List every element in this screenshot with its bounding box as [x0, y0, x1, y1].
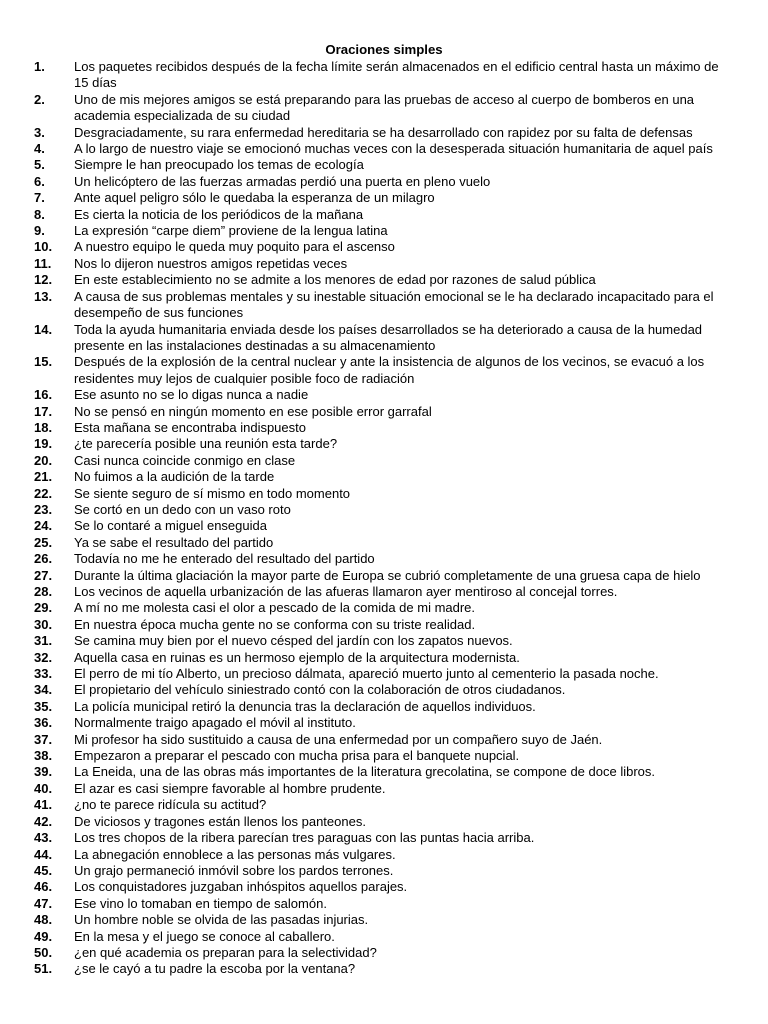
item-number: 36. [34, 715, 53, 731]
item-number: 51. [34, 961, 53, 977]
list-item [34, 272, 726, 288]
item-number: 3. [34, 124, 45, 140]
item-text: Nos lo dijeron nuestros amigos repetidas veces [74, 255, 348, 271]
list-item [34, 568, 726, 584]
item-number: 7. [34, 190, 45, 206]
list-item [34, 502, 726, 518]
list-item [34, 436, 726, 452]
list-item [34, 945, 726, 961]
item-number: 29. [34, 600, 53, 616]
item-number: 26. [34, 551, 53, 567]
item-number: 40. [34, 780, 53, 796]
item-number: 28. [34, 584, 53, 599]
item-text: Los vecinos de aquella urbanización de las afueras llamaron ayer mentiroso al concejal torres. [74, 584, 618, 599]
list-item [34, 141, 726, 157]
item-text: ¿en qué academia os preparan para la selectividad? [74, 944, 377, 960]
item-number: 35. [34, 698, 53, 714]
item-number: 32. [34, 649, 53, 665]
list-item [34, 322, 726, 355]
item-text: Ese vino lo tomaban en tiempo de salomón. [74, 895, 327, 911]
item-number: 23. [34, 501, 53, 517]
list-item [34, 961, 726, 977]
item-number: 17. [34, 403, 53, 419]
list-item [34, 847, 726, 863]
item-number: 47. [34, 895, 53, 911]
item-number: 49. [34, 928, 53, 944]
item-text: Ese asunto no se lo digas nunca a nadie [74, 387, 309, 403]
list-item [34, 535, 726, 551]
item-number: 6. [34, 173, 45, 189]
item-number: 37. [34, 731, 53, 747]
item-text: Empezaron a preparar el pescado con mucha prisa para el banquete nupcial. [74, 748, 520, 764]
item-text: No fuimos a la audición de la tarde [74, 469, 275, 485]
item-number: 19. [34, 436, 53, 452]
item-number: 12. [34, 272, 53, 288]
list-item [34, 912, 726, 928]
item-text: A causa de sus problemas mentales y su inestable situación emocional se le ha declarado incapacitado para el desempeño de sus funciones [74, 288, 714, 321]
item-text: Los conquistadores juzgaban inhóspitos aquellos parajes. [74, 879, 408, 895]
list-item [34, 633, 726, 649]
list-item [34, 732, 726, 748]
item-text: La abnegación ennoblece a las personas más vulgares. [74, 846, 396, 862]
list-item [34, 190, 726, 206]
list-item [34, 584, 726, 600]
item-text: Siempre le han preocupado los temas de ecología [74, 157, 364, 173]
item-number: 27. [34, 567, 53, 583]
item-number: 39. [34, 764, 53, 780]
list-item [34, 420, 726, 436]
list-item [34, 617, 726, 633]
list-item [34, 748, 726, 764]
item-text: Un hombre noble se olvida de las pasadas injurias. [74, 912, 369, 928]
item-number: 33. [34, 666, 53, 682]
item-text: Un grajo permaneció inmóvil sobre los pardos terrones. [74, 862, 394, 878]
list-item [34, 289, 726, 322]
list-item [34, 125, 726, 141]
item-number: 25. [34, 534, 53, 550]
item-number: 4. [34, 141, 45, 157]
item-number: 24. [34, 518, 53, 534]
list-item [34, 486, 726, 502]
item-number: 2. [34, 91, 45, 107]
list-item [34, 354, 726, 387]
list-item [34, 600, 726, 616]
list-item [34, 551, 726, 567]
item-text: Se camina muy bien por el nuevo césped del jardín con los zapatos nuevos. [74, 633, 513, 649]
item-number: 8. [34, 206, 45, 222]
item-text: Desgraciadamente, su rara enfermedad hereditaria se ha desarrollado con rapidez por su falta de defensas [74, 124, 693, 140]
item-number: 42. [34, 813, 53, 829]
list-item [34, 518, 726, 534]
item-number: 1. [34, 59, 45, 74]
item-number: 11. [34, 255, 52, 271]
sentence-list [34, 59, 726, 978]
list-item [34, 387, 726, 403]
item-text: Ante aquel peligro sólo le quedaba la esperanza de un milagro [74, 190, 435, 206]
item-number: 18. [34, 419, 53, 435]
item-text: A nuestro equipo le queda muy poquito para el ascenso [74, 239, 395, 255]
list-item [34, 879, 726, 895]
item-number: 31. [34, 633, 53, 649]
document-title: Oraciones simples [325, 42, 443, 57]
list-item [34, 715, 726, 731]
list-item [34, 699, 726, 715]
item-text: Durante la última glaciación la mayor parte de Europa se cubrió completamente de una gruesa capa de hielo [74, 567, 701, 583]
list-item [34, 207, 726, 223]
item-text: Es cierta la noticia de los periódicos de la mañana [74, 206, 364, 222]
list-item [34, 781, 726, 797]
item-number: 48. [34, 912, 53, 928]
item-number: 21. [34, 469, 53, 485]
item-text: Se siente seguro de sí mismo en todo momento [74, 485, 351, 501]
item-number: 20. [34, 452, 53, 468]
item-number: 44. [34, 846, 53, 862]
list-item [34, 404, 726, 420]
item-text: En la mesa y el juego se conoce al caballero. [74, 928, 335, 944]
item-text: El azar es casi siempre favorable al hombre prudente. [74, 780, 386, 796]
item-text: Mi profesor ha sido sustituido a causa de una enfermedad por un compañero suyo de Jaén. [74, 731, 603, 747]
list-item [34, 59, 726, 92]
item-number: 15. [34, 354, 53, 370]
list-item [34, 929, 726, 945]
item-text: ¿no te parece ridícula su actitud? [74, 797, 267, 813]
item-number: 43. [34, 830, 53, 846]
item-text: En nuestra época mucha gente no se conforma con su triste realidad. [74, 616, 476, 632]
item-text: Uno de mis mejores amigos se está preparando para las pruebas de acceso al cuerpo de bomberos en una academia especializada de su ciudad [74, 91, 695, 124]
item-number: 10. [34, 239, 53, 255]
list-item [34, 830, 726, 846]
list-item [34, 814, 726, 830]
item-number: 22. [34, 485, 53, 501]
item-text: A lo largo de nuestro viaje se emocionó muchas veces con la desesperada situación humanitaria de aquel país [74, 141, 713, 157]
item-text: Los paquetes recibidos después de la fecha límite serán almacenados en el edificio central hasta un máximo de 15 días [74, 59, 719, 91]
item-text: No se pensó en ningún momento en ese posible error garrafal [74, 403, 432, 419]
list-item [34, 256, 726, 272]
list-item [34, 174, 726, 190]
item-text: Casi nunca coincide conmigo en clase [74, 452, 296, 468]
list-item [34, 223, 726, 239]
list-item [34, 453, 726, 469]
list-item [34, 469, 726, 485]
item-text: Un helicóptero de las fuerzas armadas perdió una puerta en pleno vuelo [74, 173, 491, 189]
list-item [34, 239, 726, 255]
item-text: Toda la ayuda humanitaria enviada desde los países desarrollados se ha deteriorado a causa de la humedad presente en las instalaciones destinadas a su almacenamiento [74, 321, 703, 353]
list-item [34, 682, 726, 698]
list-item [34, 896, 726, 912]
item-number: 13. [34, 288, 53, 304]
item-text: La policía municipal retiró la denuncia tras la declaración de aquellos individuos. [74, 698, 536, 714]
item-number: 38. [34, 748, 53, 764]
list-item [34, 650, 726, 666]
item-text: Normalmente traigo apagado el móvil al instituto. [74, 715, 356, 731]
list-item [34, 797, 726, 813]
item-text: La expresión “carpe diem” proviene de la lengua latina [74, 223, 388, 239]
item-text: El perro de mi tío Alberto, un precioso dálmata, apareció muerto junto al cementerio la pasada noche. [74, 666, 659, 682]
item-text: Ya se sabe el resultado del partido [74, 534, 274, 550]
item-text: El propietario del vehículo siniestrado contó con la colaboración de otros ciudadanos. [74, 682, 566, 698]
item-number: 5. [34, 157, 45, 173]
item-text: De viciosos y tragones están llenos los panteones. [74, 813, 366, 829]
item-number: 34. [34, 682, 53, 698]
list-item [34, 666, 726, 682]
list-item [34, 92, 726, 125]
item-text: Después de la explosión de la central nuclear y ante la insistencia de algunos de los vecinos, se evacuó a los residentes muy lejos de cualquier posible foco de radiación [74, 354, 705, 386]
item-number: 50. [34, 944, 53, 960]
item-text: Se cortó en un dedo con un vaso roto [74, 501, 291, 517]
item-text: La Eneida, una de las obras más importantes de la literatura grecolatina, se compone de doce libros. [74, 764, 656, 780]
item-number: 16. [34, 387, 53, 403]
item-text: ¿se le cayó a tu padre la escoba por la ventana? [74, 961, 356, 977]
list-item [34, 764, 726, 780]
list-item [34, 863, 726, 879]
item-number: 9. [34, 223, 45, 239]
item-number: 46. [34, 879, 53, 895]
item-text: A mí no me molesta casi el olor a pescado de la comida de mi madre. [74, 600, 476, 616]
item-number: 45. [34, 862, 53, 878]
item-text: Se lo contaré a miguel enseguida [74, 518, 267, 534]
item-text: Aquella casa en ruinas es un hermoso ejemplo de la arquitectura modernista. [74, 649, 520, 665]
item-number: 41. [34, 797, 53, 813]
item-text: Los tres chopos de la ribera parecían tres paraguas con las puntas hacia arriba. [74, 830, 535, 846]
item-text: En este establecimiento no se admite a los menores de edad por razones de salud pública [74, 272, 596, 288]
item-text: ¿te parecería posible una reunión esta tarde? [74, 436, 338, 452]
list-item [34, 157, 726, 173]
item-number: 14. [34, 321, 53, 337]
item-text: Todavía no me he enterado del resultado del partido [74, 551, 375, 567]
item-text: Esta mañana se encontraba indispuesto [74, 419, 306, 435]
item-number: 30. [34, 616, 53, 632]
